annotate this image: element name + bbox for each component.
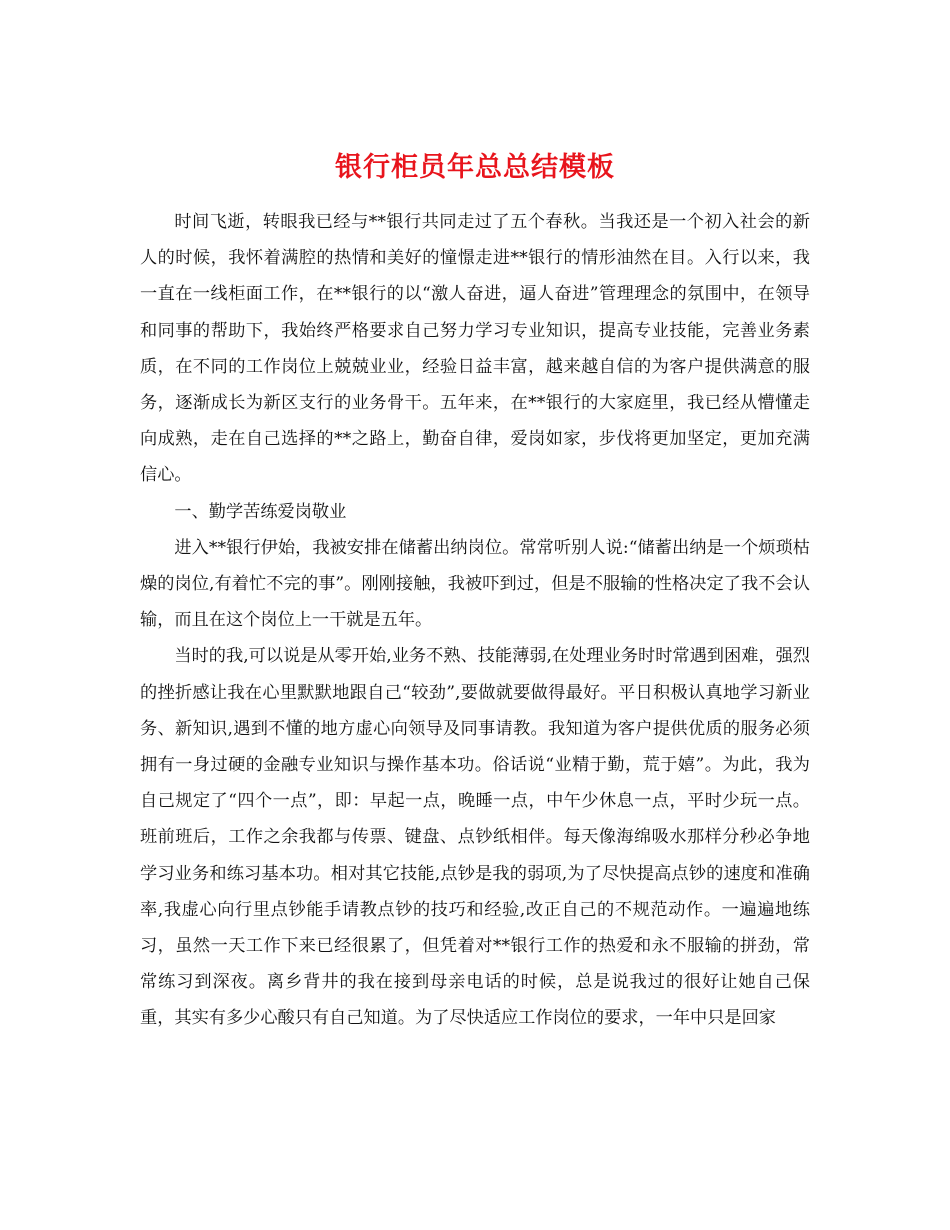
section-heading-1: 一、勤学苦练爱岗敬业: [174, 501, 347, 522]
paragraph-2: 进入**银行伊始，我被安排在储蓄出纳岗位。常常听别人说:“储蓄出纳是一个烦琐枯燥的岗位,有着忙不完的事”。刚刚接触，我被吓到过，但是不服输的性格决定了我不会认输，而且在这个岗位上一干就是五年。: [140, 537, 810, 631]
paragraph-3: 当时的我,可以说是从零开始,业务不熟、技能薄弱,在处理业务时时常遇到困难，强烈的挫折感让我在心里默默地跟自己“较劲”,要做就要做得最好。平日积极认真地学习新业务、新知识,遇到不懂的地方虚心向领导及同事请教。我知道为客户提供优质的服务必须拥有一身过硬的金融专业知识与操作基本功。俗话说“业精于勤，荒于嬉”。为此，我为自己规定了“四个一点”，即：早起一点，晚睡一点，中午少休息一点，平时少玩一点。班前班后，工作之余我都与传票、键盘、点钞纸相伴。每天像海绵吸水那样分秒必争地学习业务和练习基本功。相对其它技能,点钞是我的弱项,为了尽快提高点钞的速度和准确率,我虚心向行里点钞能手请教点钞的技巧和经验,改正自己的不规范动作。一遍遍地练习，虽然一天工作下来已经很累了，但凭着对**银行工作的热爱和永不服输的拼劲，常常练习到深夜。离乡背井的我在接到母亲电话的时候，总是说我过的很好让她自己保重，其实有多少心酸只有自己知道。为了尽快适应工作岗位的要求，一年中只是回家: [140, 646, 810, 1029]
page-title: 银行柜员年总总结模板: [335, 152, 615, 184]
document-body: [140, 204, 810, 1037]
paragraph-intro: 时间飞逝，转眼我已经与**银行共同走过了五个春秋。当我还是一个初入社会的新人的时候，我怀着满腔的热情和美好的憧憬走进**银行的情形油然在目。入行以来，我一直在一线柜面工作，在**银行的以“激人奋进，逼人奋进”管理理念的氛围中，在领导和同事的帮助下，我始终严格要求自己努力学习专业知识，提高专业技能，完善业务素质，在不同的工作岗位上兢兢业业，经验日益丰富，越来越自信的为客户提供满意的服务，逐渐成长为新区支行的业务骨干。五年来，在**银行的大家庭里，我已经从懵懂走向成熟，走在自己选择的**之路上，勤奋自律，爱岗如家，步伐将更加坚定，更加充满信心。: [140, 212, 810, 486]
